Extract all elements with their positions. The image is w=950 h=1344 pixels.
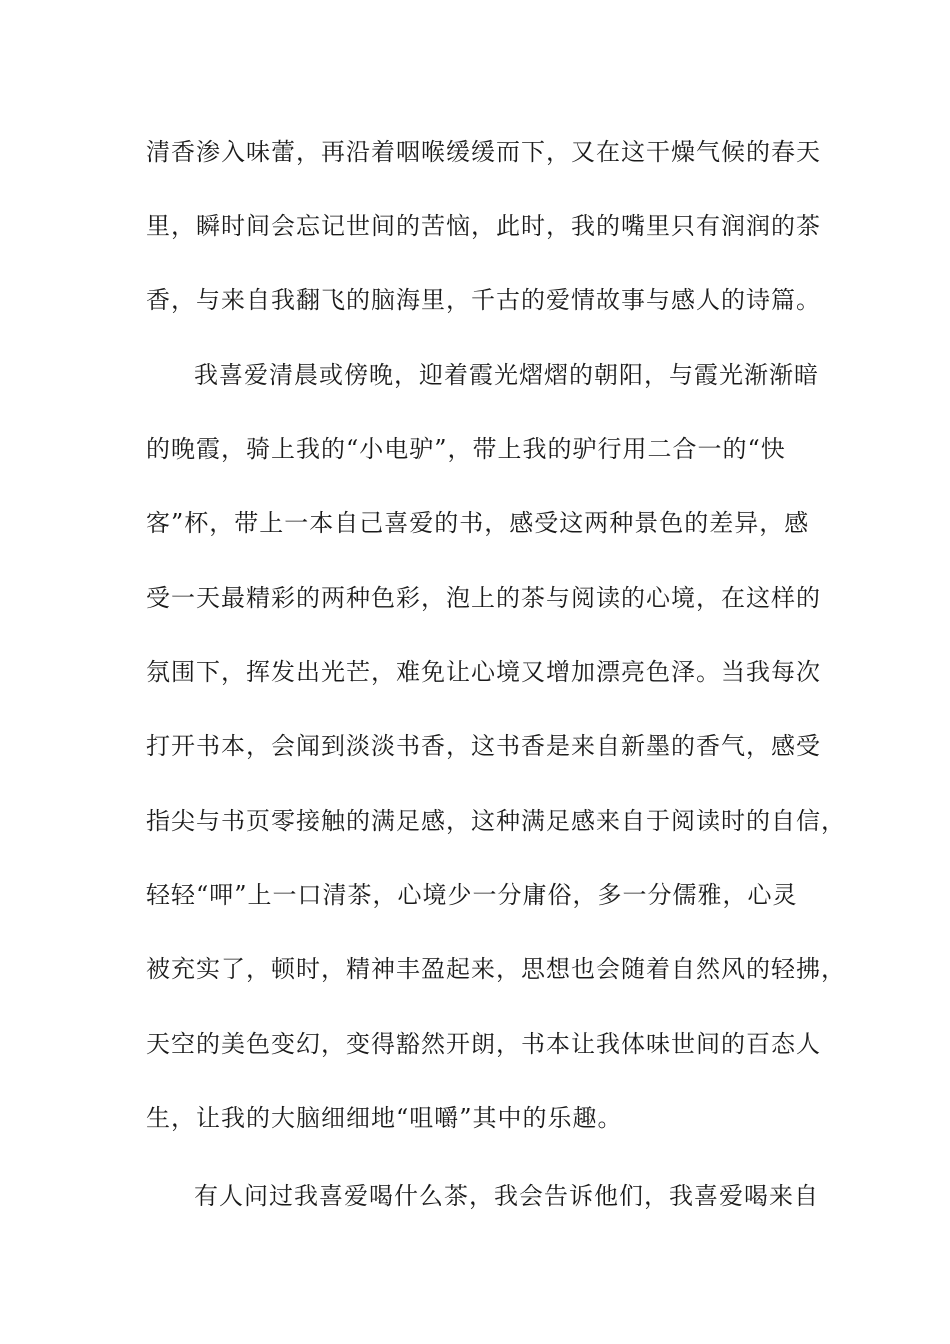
paragraph-line: 香，与来自我翻飞的脑海里，千古的爱情故事与感人的诗篇。 [146,286,821,314]
paragraph-line: 的晚霞，骑上我的“小电驴”，带上我的驴行用二合一的“快 [146,435,786,463]
paragraph-line: 轻轻“呷”上一口清茶，心境少一分庸俗，多一分儒雅，心灵 [146,881,798,909]
paragraph-line: 天空的美色变幻，变得豁然开朗，书本让我体味世间的百态人 [146,1030,821,1058]
paragraph-first-line: 我喜爱清晨或傍晚，迎着霞光熠熠的朝阳，与霞光渐渐暗 [194,361,819,389]
paragraph-line: 被充实了，顿时，精神丰盈起来，思想也会随着自然风的轻拂， [146,955,846,983]
paragraph-line: 打开书本，会闻到淡淡书香，这书香是来自新墨的香气，感受 [146,732,821,760]
paragraph-line: 里，瞬时间会忘记世间的苦恼，此时，我的嘴里只有润润的茶 [146,212,821,240]
paragraph-first-line: 有人问过我喜爱喝什么茶，我会告诉他们，我喜爱喝来自 [194,1182,819,1210]
paragraph-line: 清香渗入味蕾，再沿着咽喉缓缓而下，又在这干燥气候的春天 [146,138,821,166]
paragraph-line: 氛围下，挥发出光芒，难免让心境又增加漂亮色泽。当我每次 [146,658,821,686]
paragraph-line: 客”杯，带上一本自己喜爱的书，感受这两种景色的差异，感 [146,509,810,537]
paragraph-line: 生，让我的大脑细细地“咀嚼”其中的乐趣。 [146,1104,623,1132]
paragraph-line: 受一天最精彩的两种色彩，泡上的茶与阅读的心境，在这样的 [146,584,821,612]
paragraph-line: 指尖与书页零接触的满足感，这种满足感来自于阅读时的自信， [146,807,846,835]
